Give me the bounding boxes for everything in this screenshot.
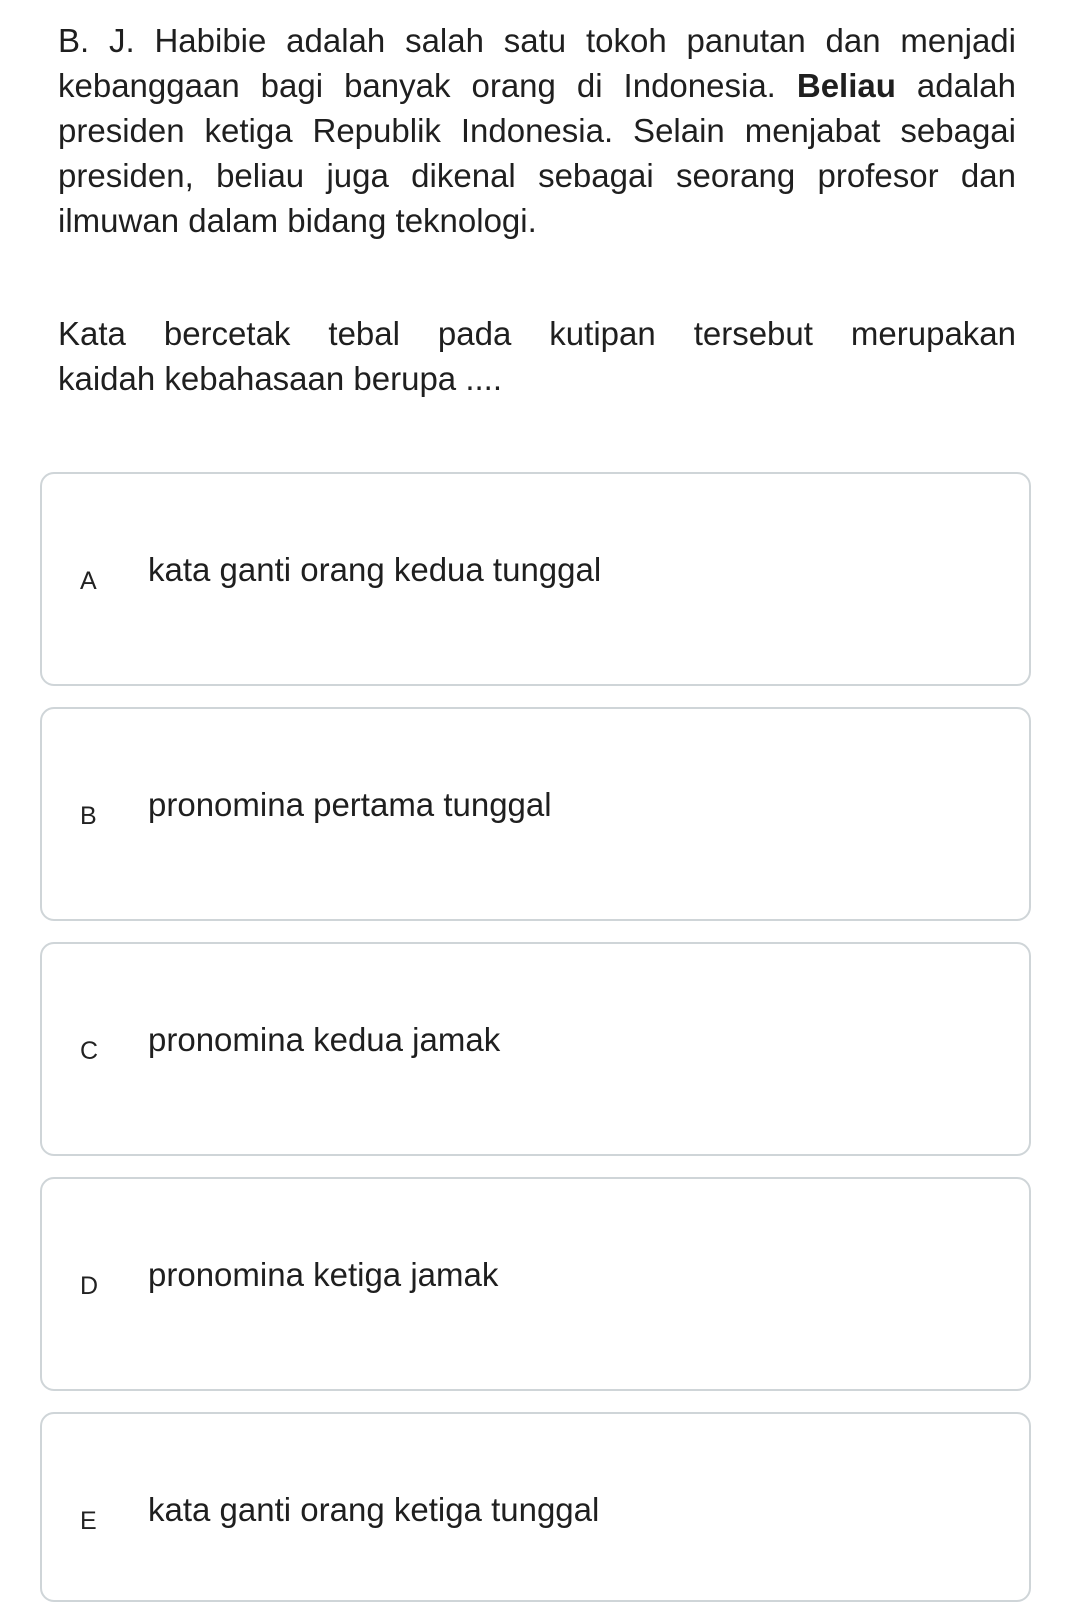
question-text — [58, 311, 1016, 401]
option-text: pronomina ketiga jamak — [148, 1256, 499, 1293]
passage-text-after: adalah presiden ketiga Republik Indonesia. Selain menjabat sebagai presiden, beliau juga dikenal sebagai seorang profesor dan ilmuwan dalam bidang teknologi. — [58, 67, 1017, 239]
option-b[interactable] — [40, 707, 1031, 921]
option-letter: D — [80, 1272, 99, 1300]
option-letter: B — [80, 802, 97, 830]
question-line-2: kaidah kebahasaan berupa .... — [58, 360, 503, 397]
option-e[interactable] — [40, 1412, 1031, 1602]
option-letter: E — [80, 1507, 97, 1535]
answer-options — [40, 472, 1031, 1602]
option-text: pronomina kedua jamak — [148, 1021, 501, 1058]
reading-passage — [58, 18, 1016, 243]
option-text: kata ganti orang kedua tunggal — [148, 551, 602, 588]
option-text: kata ganti orang ketiga tunggal — [148, 1491, 600, 1528]
passage-text-before: B. J. Habibie adalah salah satu tokoh panutan dan menjadi kebanggaan bagi banyak orang di Indonesia. — [58, 22, 1016, 104]
option-text: pronomina pertama tunggal — [148, 786, 552, 823]
option-c[interactable] — [40, 942, 1031, 1156]
option-letter: A — [80, 567, 97, 595]
option-d[interactable] — [40, 1177, 1031, 1391]
option-letter: C — [80, 1037, 99, 1065]
passage-bold-word: Beliau — [796, 67, 896, 104]
option-a[interactable] — [40, 472, 1031, 686]
question-line-1: Kata bercetak tebal pada kutipan tersebut merupakan — [58, 315, 1016, 352]
